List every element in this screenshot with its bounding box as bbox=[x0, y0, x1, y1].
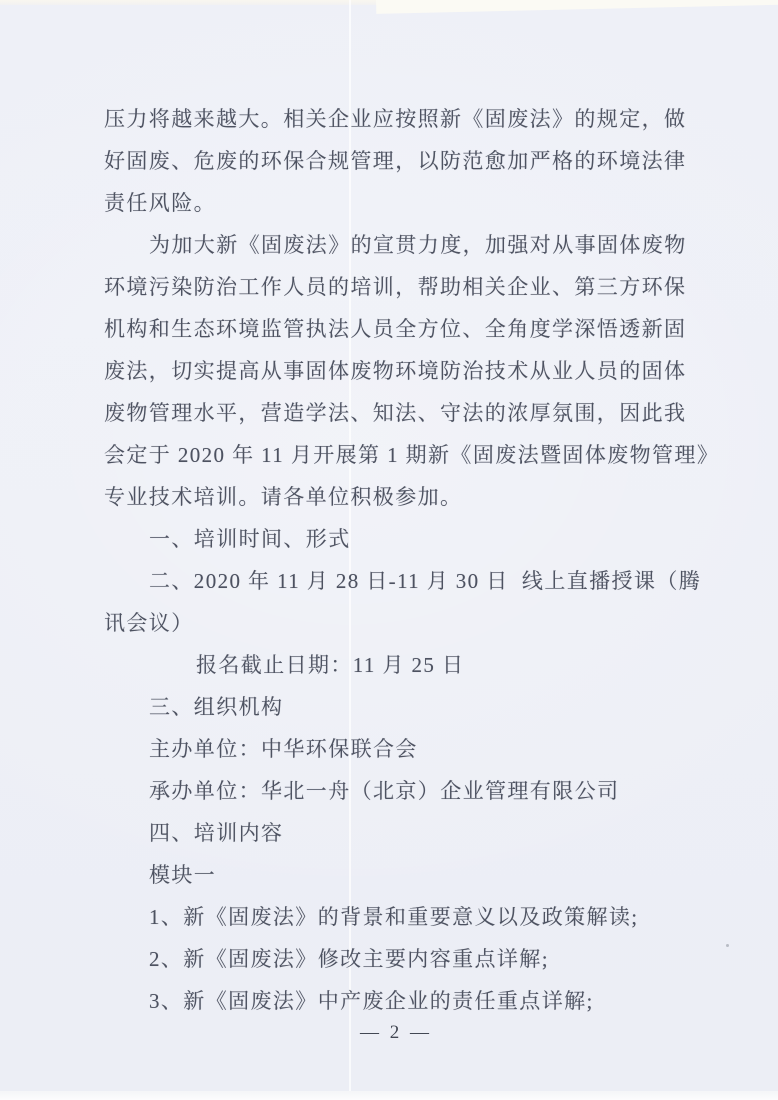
paragraph-line: 压力将越来越大。相关企业应按照新《固废法》的规定，做 bbox=[104, 107, 687, 131]
host-organization: 主办单位：中华环保联合会 bbox=[149, 737, 418, 761]
page-number: — 2 — bbox=[360, 1022, 432, 1043]
paragraph-line: 专业技术培训。请各单位积极参加。 bbox=[104, 485, 463, 509]
paragraph-line: 环境污染防治工作人员的培训，帮助相关企业、第三方环保 bbox=[104, 275, 687, 299]
paragraph-line: 废物管理水平，营造学法、知法、守法的浓厚氛围，因此我 bbox=[104, 401, 687, 425]
training-content-item: 3、新《固废法》中产废企业的责任重点详解; bbox=[149, 989, 594, 1013]
paragraph-line: 好固废、危废的环保合规管理，以防范愈加严格的环境法律 bbox=[104, 149, 687, 173]
heading-organization: 三、组织机构 bbox=[149, 695, 284, 719]
heading-training-date-wrap: 讯会议） bbox=[104, 611, 194, 635]
paragraph-line: 为加大新《固废法》的宣贯力度，加强对从事固体废物 bbox=[149, 233, 687, 257]
scan-bottom-edge bbox=[0, 1091, 778, 1100]
heading-training-date: 二、2020 年 11 月 28 日-11 月 30 日 线上直播授课（腾 bbox=[149, 569, 702, 593]
registration-deadline: 报名截止日期：11 月 25 日 bbox=[196, 653, 465, 677]
training-content-item: 1、新《固废法》的背景和重要意义以及政策解读; bbox=[149, 905, 639, 929]
training-content-item: 2、新《固废法》修改主要内容重点详解; bbox=[149, 947, 549, 971]
paragraph-line: 废法，切实提高从事固体废物环境防治技术从业人员的固体 bbox=[104, 359, 687, 383]
undertaking-organization: 承办单位：华北一舟（北京）企业管理有限公司 bbox=[149, 779, 620, 803]
heading-training-content: 四、培训内容 bbox=[149, 821, 284, 845]
document-body bbox=[104, 98, 720, 1022]
paragraph-line: 机构和生态环境监管执法人员全方位、全角度学深悟透新固 bbox=[104, 317, 687, 341]
module-one-heading: 模块一 bbox=[149, 863, 217, 887]
paragraph-line: 责任风险。 bbox=[104, 191, 216, 215]
heading-training-time: 一、培训时间、形式 bbox=[149, 527, 351, 551]
paragraph-line: 会定于 2020 年 11 月开展第 1 期新《固废法暨固体废物管理》 bbox=[104, 443, 720, 467]
scan-top-edge-wedge bbox=[376, 0, 778, 14]
scan-speck bbox=[726, 944, 729, 947]
